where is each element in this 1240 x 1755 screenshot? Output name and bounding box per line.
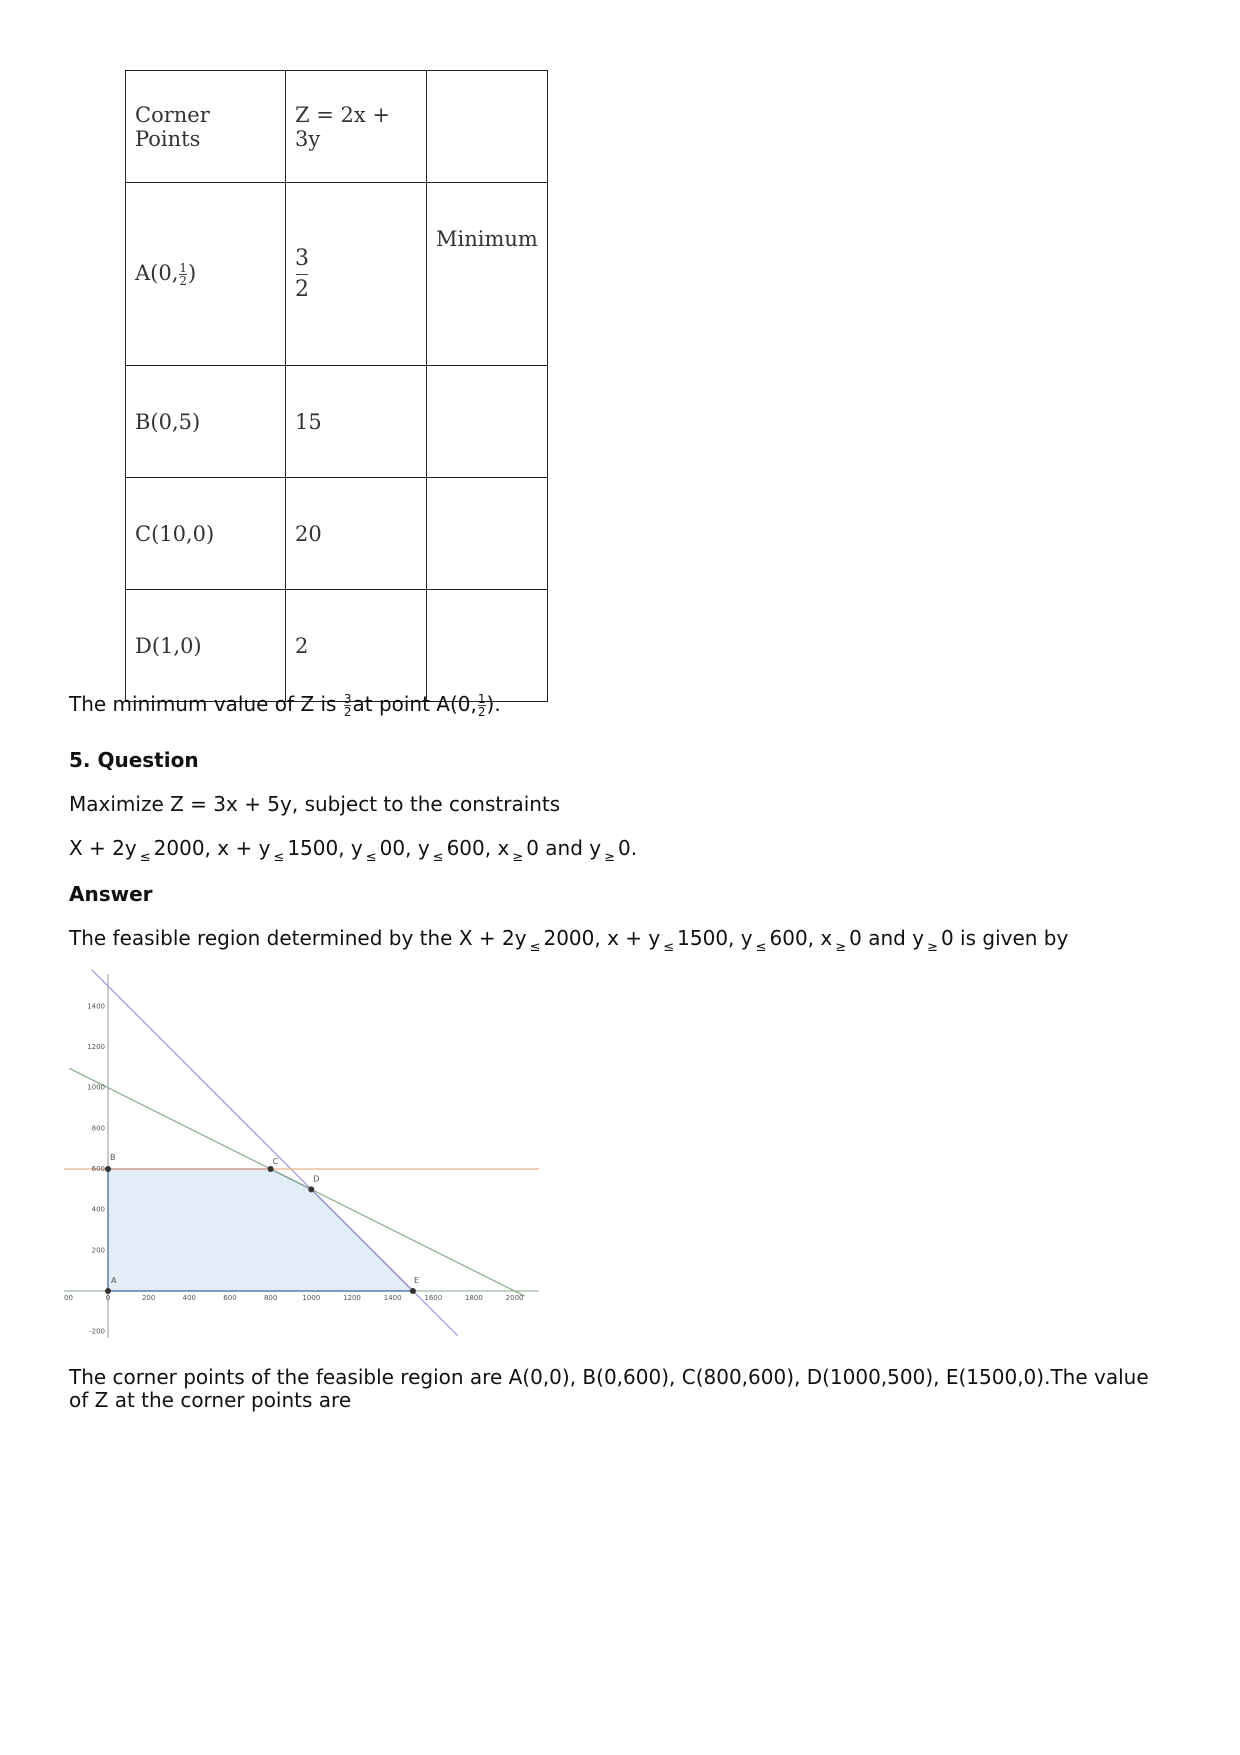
corner-points-text-2: of Z at the corner points are xyxy=(69,1388,352,1412)
question-heading: 5. Question xyxy=(69,748,199,772)
corner-points-table xyxy=(125,70,548,702)
y-tick-label: 1200 xyxy=(87,1043,105,1052)
x-tick-label: 0 xyxy=(105,1294,111,1302)
text-part: 2000, x + y xyxy=(543,926,661,950)
le-symbol: ≤ xyxy=(139,850,151,865)
cell-z-value: 20 xyxy=(286,478,427,590)
cell-note: Minimum xyxy=(427,183,548,366)
ge-symbol: ≥ xyxy=(512,850,524,865)
corner-point-d xyxy=(308,1186,314,1192)
corner-point-label: D xyxy=(313,1174,320,1184)
corner-point-label: B xyxy=(110,1153,116,1163)
header-z-expression: Z = 2x + 3y xyxy=(286,71,427,183)
x-tick-label: 1600 xyxy=(424,1294,443,1302)
x-tick-label: 800 xyxy=(263,1294,278,1302)
text-part: The minimum value of Z is xyxy=(69,692,337,716)
y-tick-label: 400 xyxy=(91,1205,105,1214)
table-row xyxy=(126,183,548,366)
corner-point-label: E xyxy=(413,1276,420,1285)
le-symbol: ≤ xyxy=(663,940,675,955)
le-symbol: ≤ xyxy=(755,940,767,955)
fraction xyxy=(478,693,486,718)
answer-heading: Answer xyxy=(69,882,153,906)
y-tick-label: 800 xyxy=(91,1124,105,1133)
feasible-region-graph xyxy=(64,966,544,1346)
fraction-denominator: 2 xyxy=(295,276,309,302)
cell-note xyxy=(427,366,548,478)
text-part: The feasible region determined by the X + 2y xyxy=(69,926,527,950)
le-symbol: ≤ xyxy=(432,850,444,865)
table-row xyxy=(126,478,548,590)
y-tick-label: -200 xyxy=(89,1327,105,1336)
cell-z-value xyxy=(286,183,427,366)
text-part: 2000, x + y xyxy=(153,836,271,860)
minimum-value-sentence xyxy=(69,692,501,718)
text-part: X + 2y xyxy=(69,836,137,860)
x-tick-label: 1000 xyxy=(302,1294,321,1302)
cell-z-value: 15 xyxy=(286,366,427,478)
text-part: 0 and y xyxy=(526,836,602,860)
le-symbol: ≤ xyxy=(365,850,377,865)
y-tick-label: 1400 xyxy=(87,1002,105,1011)
x-tick-label: 200 xyxy=(141,1294,156,1302)
x-tick-label: 600 xyxy=(223,1294,237,1302)
corner-points-text-1: The corner points of the feasible region are A(0,0), B(0,600), C(800,600), D(1000,500), E(1500,0).The value xyxy=(69,1365,1149,1389)
x-tick-label: 1800 xyxy=(465,1294,483,1302)
fraction-numerator: 3 xyxy=(343,692,352,706)
fraction-numerator: 1 xyxy=(477,692,486,706)
fraction xyxy=(344,693,352,718)
le-symbol: ≤ xyxy=(273,850,285,865)
corner-point-c xyxy=(268,1166,274,1172)
text-part: 1500, y xyxy=(677,926,753,950)
text-part: ). xyxy=(486,692,501,716)
cell-point: B(0,5) xyxy=(126,366,286,478)
table-row xyxy=(126,590,548,702)
text-part: 1500, y xyxy=(287,836,363,860)
fraction xyxy=(179,262,187,287)
cell-note xyxy=(427,590,548,702)
point-suffix: ) xyxy=(188,261,197,285)
text-part: at point A(0, xyxy=(352,692,477,716)
fraction-numerator: 1 xyxy=(179,261,188,275)
ge-symbol: ≥ xyxy=(927,940,938,955)
cell-point xyxy=(126,183,286,366)
corner-point-b xyxy=(105,1166,111,1172)
fraction-denominator: 2 xyxy=(477,705,486,719)
x-tick-label: 00 xyxy=(64,1294,73,1302)
text-part: 600, x xyxy=(446,836,510,860)
question-text: Maximize Z = 3x + 5y, subject to the constraints xyxy=(69,792,561,816)
text-part: 0 and y xyxy=(849,926,925,950)
constraints-line xyxy=(69,836,638,865)
x-tick-label: 400 xyxy=(182,1294,197,1302)
le-symbol: ≤ xyxy=(529,940,541,955)
table-header-row xyxy=(126,71,548,183)
y-tick-label: 1000 xyxy=(87,1083,105,1092)
fraction-denominator: 2 xyxy=(179,274,188,288)
graph-shapes xyxy=(64,970,539,1336)
ge-symbol: ≥ xyxy=(604,850,616,865)
corner-point-a xyxy=(105,1288,111,1294)
point-prefix: A(0, xyxy=(135,261,179,285)
feasible-region-line xyxy=(69,926,1069,955)
text-part: 600, x xyxy=(769,926,833,950)
x-tick-label: 1400 xyxy=(383,1294,402,1302)
fraction xyxy=(295,245,309,302)
fraction-numerator: 3 xyxy=(295,245,309,271)
y-tick-label: 600 xyxy=(91,1165,105,1174)
x-tick-label: 1200 xyxy=(343,1294,361,1302)
ge-symbol: ≥ xyxy=(835,940,847,955)
corner-point-label: C xyxy=(272,1157,279,1167)
x-tick-label: 2000 xyxy=(505,1294,524,1302)
cell-note xyxy=(427,478,548,590)
feasible-region xyxy=(108,1169,413,1291)
table-row xyxy=(126,366,548,478)
text-part: 00, y xyxy=(379,836,430,860)
cell-point: C(10,0) xyxy=(126,478,286,590)
corner-point-e xyxy=(410,1288,416,1294)
cell-point: D(1,0) xyxy=(126,590,286,702)
text-part: 0 is given by xyxy=(940,926,1069,950)
header-corner-points: Corner Points xyxy=(126,71,286,183)
cell-z-value: 2 xyxy=(286,590,427,702)
fraction-denominator: 2 xyxy=(343,705,352,719)
corner-point-label: A xyxy=(111,1276,117,1285)
header-empty xyxy=(427,71,548,183)
text-part: 0. xyxy=(618,836,638,860)
y-tick-label: 200 xyxy=(91,1246,105,1255)
